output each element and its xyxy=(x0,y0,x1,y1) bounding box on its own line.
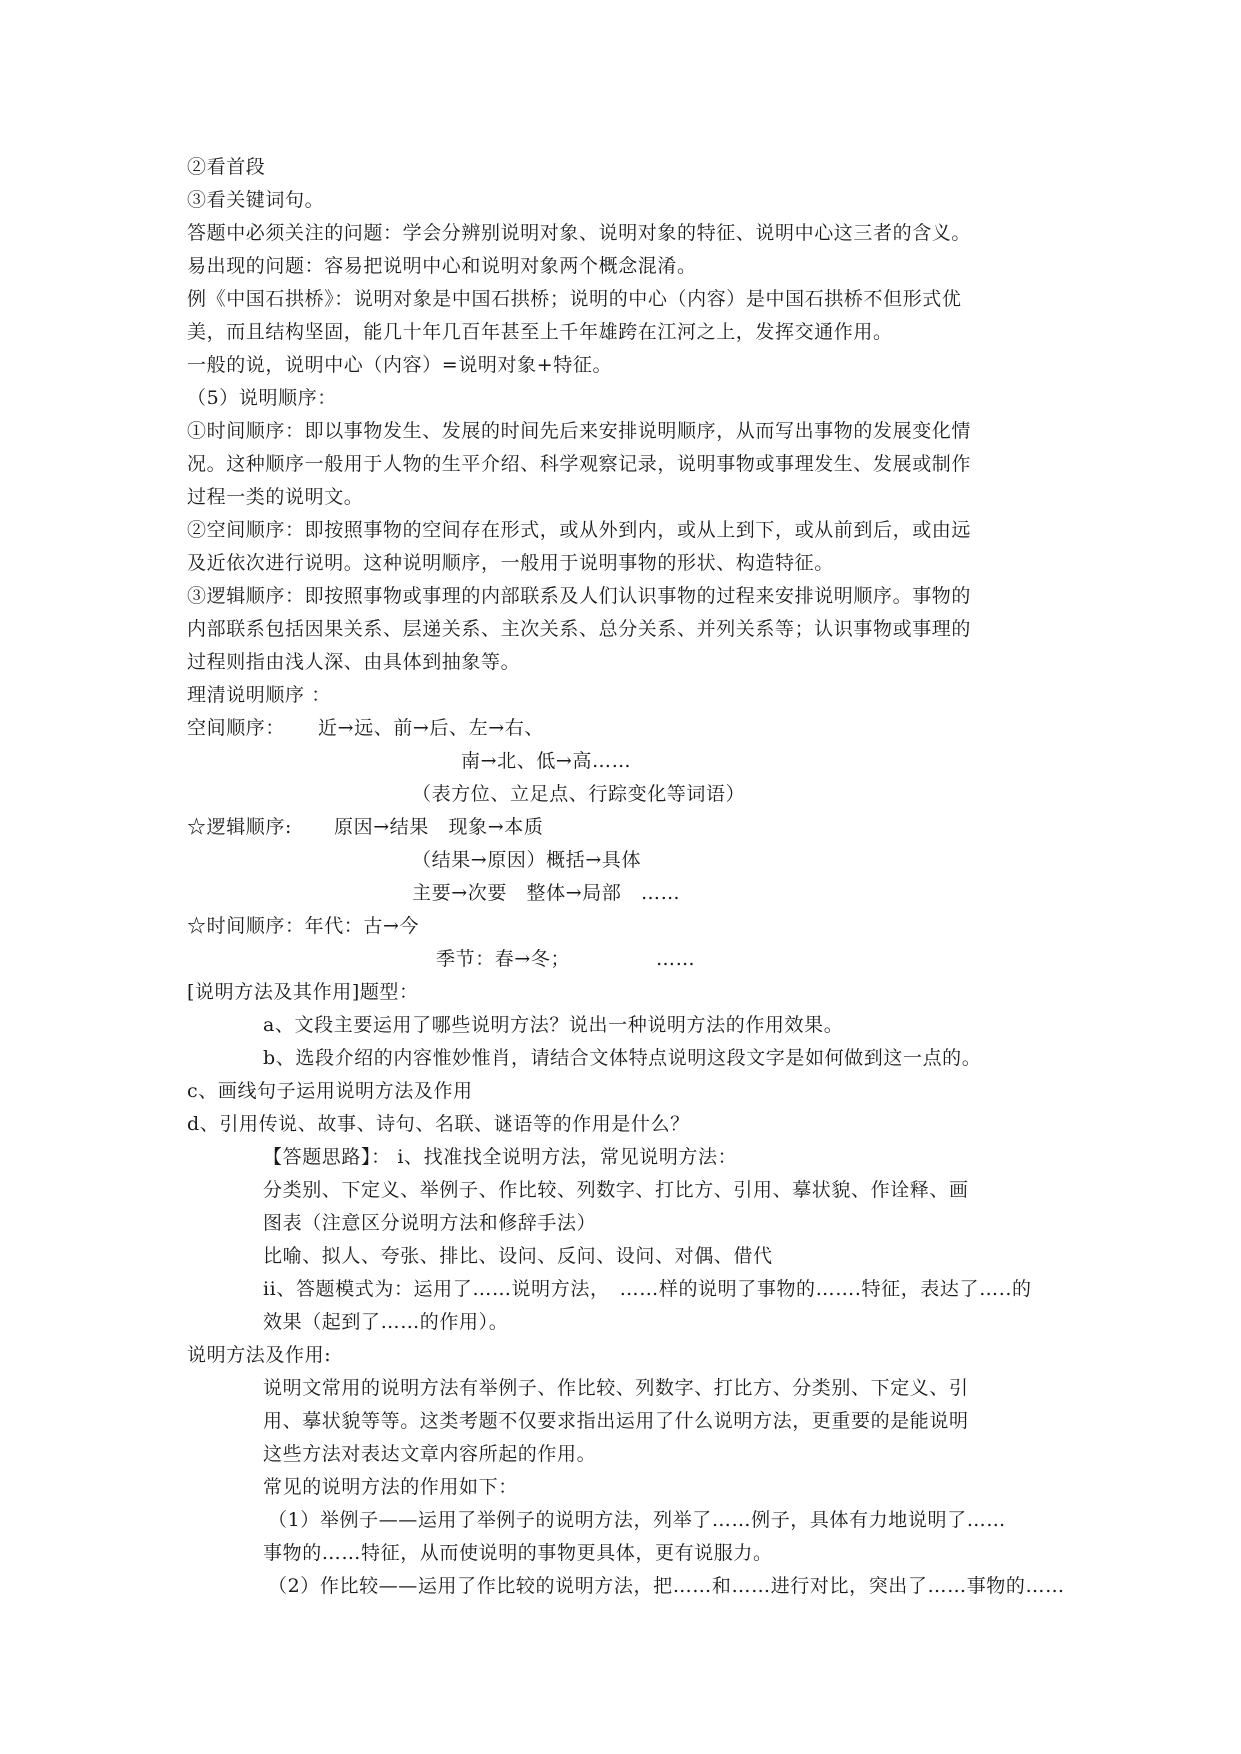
text-line: 分类别、下定义、举例子、作比较、列数字、打比方、引用、摹状貌、作诠释、画 xyxy=(263,1179,969,1201)
text-line: （1）举例子——运用了举例子的说明方法，列举了……例子，具体有力地说明了…… xyxy=(268,1509,1006,1531)
text-line: 例《中国石拱桥》：说明对象是中国石拱桥；说明的中心（内容）是中国石拱桥不但形式优 xyxy=(187,288,962,310)
text-line: 图表（注意区分说明方法和修辞手法） xyxy=(263,1212,597,1234)
text-line: 比喻、拟人、夸张、排比、设问、反问、设问、对偶、借代 xyxy=(263,1245,773,1267)
text-line: ☆逻辑顺序: xyxy=(187,816,293,838)
text-line: 这些方法对表达文章内容所起的作用。 xyxy=(263,1443,597,1465)
text-line: 效果（起到了……的作用）。 xyxy=(263,1311,509,1333)
text-line: 过程则指由浅人深、由具体到抽象等。 xyxy=(187,651,521,673)
text-line: 常见的说明方法的作用如下： xyxy=(263,1476,518,1498)
text-line: c、画线句子运用说明方法及作用 xyxy=(187,1080,473,1102)
text-line: 【答题思路】： i、找准找全说明方法，常见说明方法： xyxy=(263,1146,738,1168)
text-line: （5）说明顺序： xyxy=(187,387,337,409)
text-line: 原因→结果 现象→本质 xyxy=(334,816,544,838)
text-line: ③逻辑顺序：即按照事物或事理的内部联系及人们认识事物的过程来安排说明顺序。事物的 xyxy=(187,585,972,607)
text-line: 过程一类的说明文。 xyxy=(187,486,364,508)
text-line: ②空间顺序：即按照事物的空间存在形式，或从外到内，或从上到下，或从前到后，或由远 xyxy=(187,519,972,541)
text-line: [说明方法及其作用]题型： xyxy=(187,981,419,1003)
text-line: 用、摹状貌等等。这类考题不仅要求指出运用了什么说明方法，更重要的是能说明 xyxy=(263,1410,969,1432)
text-line: 理清说明顺序 ： xyxy=(187,684,331,706)
text-line: 况。这种顺序一般用于人物的生平介绍、科学观察记录，说明事物或事理发生、发展或制作 xyxy=(187,453,972,475)
text-line: ☆时间顺序：年代：古→今 xyxy=(187,915,420,937)
text-line: 内部联系包括因果关系、层递关系、主次关系、总分关系、并列关系等；认识事物或事理的 xyxy=(187,618,972,640)
text-line: ①时间顺序：即以事物发生、发展的时间先后来安排说明顺序，从而写出事物的发展变化情 xyxy=(187,420,972,442)
text-line: a、文段主要运用了哪些说明方法？说出一种说明方法的作用效果。 xyxy=(263,1014,844,1036)
text-line: 答题中必须关注的问题：学会分辨别说明对象、说明对象的特征、说明中心这三者的含义。 xyxy=(187,222,972,244)
text-line: ②看首段 xyxy=(187,156,266,178)
text-line: ii、答题模式为：运用了……说明方法， ……样的说明了事物的…….特征，表达了…..的 xyxy=(263,1278,1032,1300)
text-line: 主要→次要 整体→局部 …… xyxy=(412,882,681,904)
text-line: ③看关键词句。 xyxy=(187,189,325,211)
text-line: 及近依次进行说明。这种说明顺序，一般用于说明事物的形状、构造特征。 xyxy=(187,552,834,574)
text-line: 事物的……特征，从而使说明的事物更具体，更有说服力。 xyxy=(263,1542,773,1564)
text-line: 季节：春→冬； xyxy=(436,948,571,970)
text-line: （2）作比较——运用了作比较的说明方法，把……和……进行对比，突出了……事物的…… xyxy=(268,1575,1065,1597)
text-line: （结果→原因）概括→具体 xyxy=(412,849,642,871)
text-line: b、选段介绍的内容惟妙惟肖，请结合文体特点说明这段文字是如何做到这一点的。 xyxy=(263,1047,982,1069)
text-line: 说明方法及作用: xyxy=(187,1344,332,1366)
text-line: 说明文常用的说明方法有举例子、作比较、列数字、打比方、分类别、下定义、引 xyxy=(263,1377,969,1399)
text-line: 易出现的问题：容易把说明中心和说明对象两个概念混淆。 xyxy=(187,255,697,277)
text-line: 近→远、前→后、左→右、 xyxy=(318,717,544,739)
text-line: …… xyxy=(656,948,696,970)
text-line: 一般的说，说明中心（内容）=说明对象+特征。 xyxy=(187,354,613,376)
text-line: 空间顺序： xyxy=(187,717,286,739)
text-line: d、引用传说、故事、诗句、名联、谜语等的作用是什么？ xyxy=(187,1113,690,1135)
text-line: （表方位、立足点、行踪变化等词语） xyxy=(412,783,746,805)
text-line: 美，而且结构坚固，能几十年几百年甚至上千年雄跨在江河之上，发挥交通作用。 xyxy=(187,321,893,343)
text-line: 南→北、低→高…… xyxy=(461,750,632,772)
